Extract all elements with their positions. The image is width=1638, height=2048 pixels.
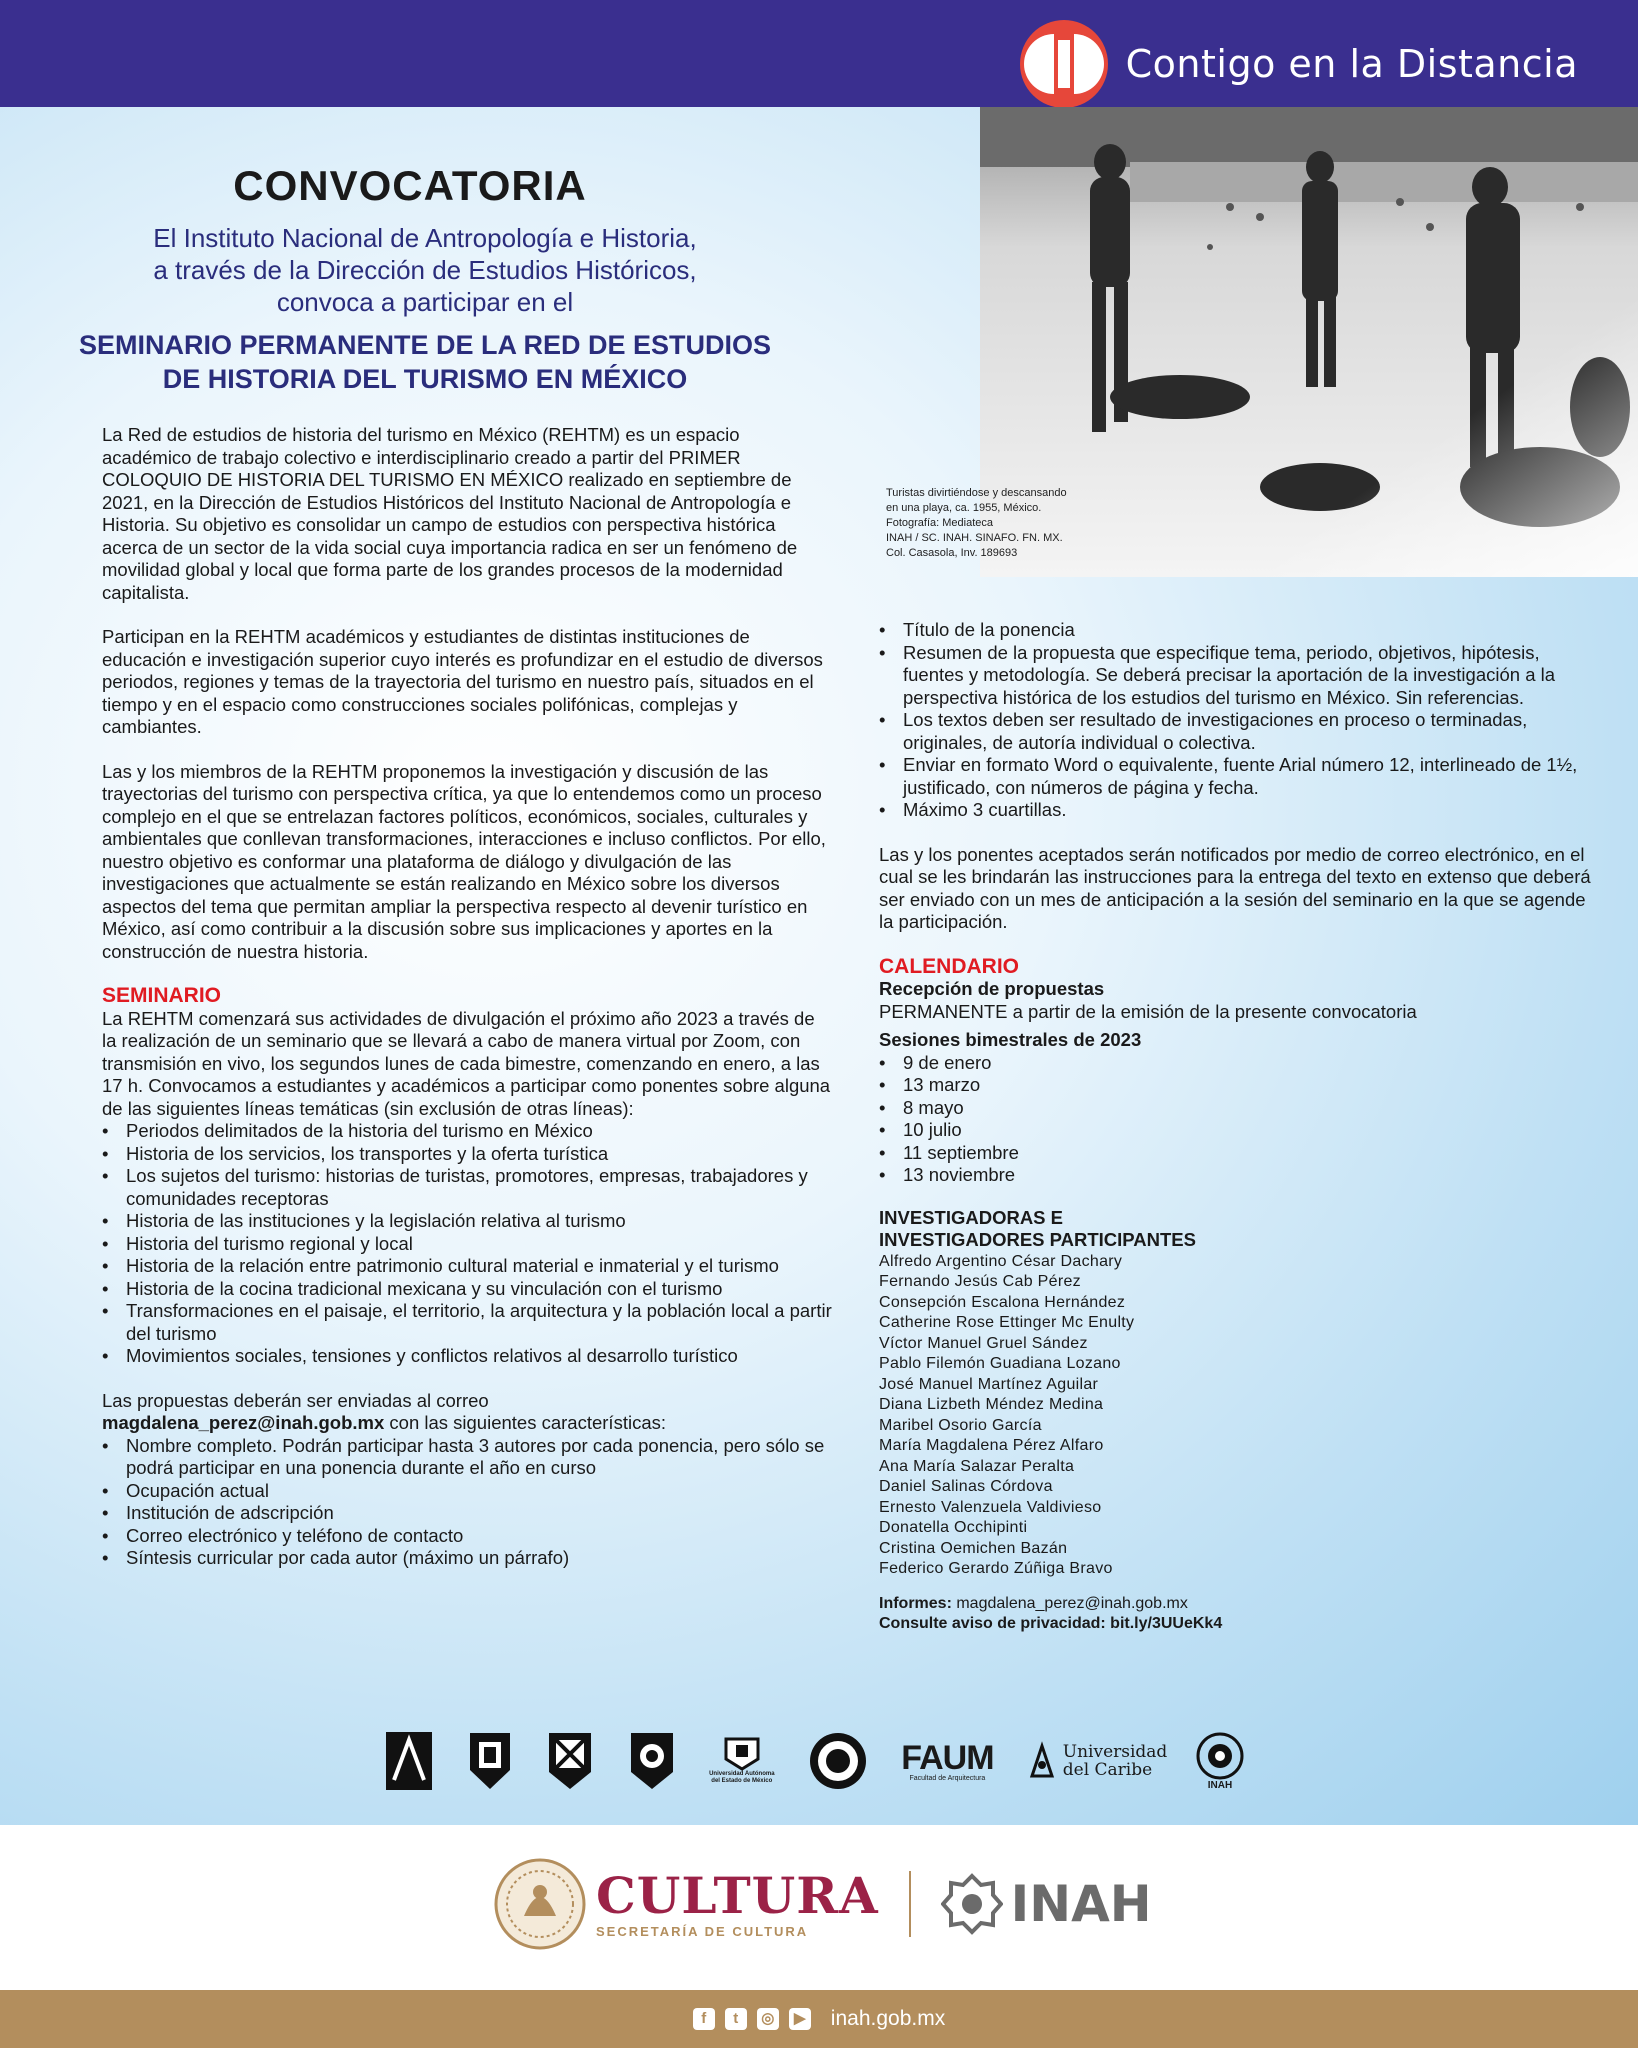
logo-divider [909, 1871, 911, 1937]
researcher-name: Donatella Occhipinti [879, 1519, 1028, 1536]
uaem-logo [709, 1730, 775, 1792]
seminario-text: La REHTM comenzará sus actividades de divulgación el próximo año 2023 a través de la realización de un seminario que se llevará a cabo de manera virtual por Zoom, con transmisión en vivo, los segundos lunes de cada bimestre, comenzando en enero, a las 17 h. Convocamos a estudiantes y académicos a participar como ponentes sobre alguna de las siguientes líneas temáticas (sin exclusión de otras líneas): [102, 1007, 831, 1119]
topic-item: • Periodos delimitados de la historia del turismo en México [102, 1120, 832, 1143]
caribe-text: Universidad del Caribe [1062, 1742, 1168, 1780]
seminar-title [60, 328, 790, 396]
researcher-name: Ernesto Valenzuela Valdivieso [879, 1498, 1102, 1516]
researcher-name: Pablo Filemón Guadiana Lozano [879, 1355, 1121, 1372]
caption-line: INAH / SC. INAH. SINAFO. FN. MX. [886, 532, 1063, 544]
researcher-name: Cristina Oemichen Bazán [879, 1539, 1068, 1557]
researcher-name: Maribel Osorio García [879, 1416, 1042, 1434]
intro-line: a través de la Dirección de Estudios Históricos, [153, 255, 697, 285]
researcher-name: Catherine Rose Ettinger Mc Enulty [879, 1314, 1135, 1331]
page-title: CONVOCATORIA [233, 162, 587, 209]
requirement-item: • Máximo 3 cuartillas. [879, 799, 1599, 822]
requirement-item: • Enviar en formato Word o equivalente, fuente Arial número 12, interlineado de 1½, justificado, con números de página y fecha. [879, 754, 1599, 799]
faum-text: FAUM [901, 1738, 994, 1777]
twitter-icon[interactable]: t [725, 2008, 747, 2030]
researchers-list [879, 1252, 1599, 1580]
uaem-label: Universidad Autónoma del Estado de México [709, 1771, 775, 1784]
requirement-item: • Ocupación actual [102, 1480, 832, 1503]
informes-label: Informes: [879, 1594, 952, 1612]
researchers-heading-2: INVESTIGADORES PARTICIPANTES [879, 1229, 1196, 1250]
researchers-heading-1: INVESTIGADORAS E [879, 1206, 1063, 1228]
caption-line: en una playa, ca. 1955, México. [886, 502, 1042, 514]
contigo-logo-icon [1018, 18, 1110, 110]
inah-wordmark: INAH [1010, 1875, 1152, 1933]
requirements-continued-list [879, 619, 1599, 822]
intro-line: El Instituto Nacional de Antropología e Historia, [153, 223, 697, 253]
session-date: • 13 noviembre [879, 1164, 1599, 1187]
seminar-title-line: SEMINARIO PERMANENTE DE LA RED DE ESTUDIOS [78, 330, 772, 360]
session-date: • 9 de enero [879, 1052, 1599, 1075]
institution-logo-1-icon [384, 1730, 434, 1792]
brand-text: Contigo en la Distancia [1125, 42, 1578, 86]
facebook-icon[interactable]: f [693, 2008, 715, 2030]
left-column [102, 424, 832, 1570]
seminar-title-line: DE HISTORIA DEL TURISMO EN MÉXICO [162, 364, 688, 394]
escudo-nacional-icon [494, 1858, 586, 1950]
privacy-link[interactable]: Consulte aviso de privacidad: bit.ly/3UUeKk4 [879, 1614, 1223, 1632]
photo-caption [886, 486, 1126, 561]
uaem-crest-icon [722, 1737, 762, 1771]
institution-shield-2-icon [467, 1730, 513, 1792]
topic-item: • Historia de la cocina tradicional mexicana y su vinculación con el turismo [102, 1278, 832, 1301]
researcher-name: Fernando Jesús Cab Pérez [879, 1273, 1081, 1290]
informes-line [879, 1594, 1599, 1614]
topics-list [102, 1120, 832, 1368]
calendar-heading: CALENDARIO [879, 954, 1019, 978]
intro-line: convoca a participar en el [276, 287, 574, 317]
inah-logo [941, 1873, 1152, 1935]
paragraph-objective: Las y los miembros de la REHTM proponemos la investigación y discusión de las trayectorias del turismo con perspectiva crítica, ya que lo entendemos como un proceso complejo en el que se entrelazan factores políticos, económicos, sociales, culturales y ambientales que conllevan transformaciones, interacciones e incluso conflictos. Por ello, nuestro objetivo es conformar una plataforma de diálogo y divulgación de las investigaciones que actualmente se están realizando en México sobre los diversos aspectos del tema que permitan ampliar la perspectiva respecto al devenir turístico en México, así como contribuir a la discusión sobre sus implicaciones y aportes en la construcción de nuestra historia. [102, 760, 826, 962]
faum-sub: Facultad de Arquitectura [909, 1774, 986, 1782]
brand [1018, 18, 1578, 110]
seminario-heading: SEMINARIO [102, 984, 222, 1007]
session-date: • 13 marzo [879, 1074, 1599, 1097]
requirement-item: • Resumen de la propuesta que especifique tema, periodo, objetivos, hipótesis, fuentes y metodología. Se deberá precisar la aportación de la investigación a la perspectiva histórica de los estudios del turismo en México. Sin referencias. [879, 642, 1599, 710]
top-banner [0, 0, 1638, 107]
youtube-icon[interactable]: ▶ [789, 2008, 811, 2030]
researcher-name: María Magdalena Pérez Alfaro [879, 1437, 1104, 1454]
institution-seal-6-icon [808, 1730, 868, 1792]
caribe-logo [1027, 1730, 1168, 1792]
reception-heading: Recepción de propuestas [879, 978, 1105, 999]
send-line [102, 1412, 832, 1435]
cultura-subtitle: SECRETARÍA DE CULTURA [596, 1923, 809, 1939]
topic-item: • Transformaciones en el paisaje, el territorio, la arquitectura y la población local a partir del turismo [102, 1300, 832, 1345]
researcher-name: Ana María Salazar Peralta [879, 1457, 1075, 1475]
cultura-text-block [596, 1865, 879, 1939]
researcher-name: Consepción Escalona Hernández [879, 1293, 1126, 1311]
researcher-name: Víctor Manuel Gruel Sández [879, 1334, 1088, 1352]
inah-small-logo [1196, 1730, 1244, 1792]
cultura-wordmark: CULTURA [596, 1865, 879, 1925]
requirement-item: • Institución de adscripción [102, 1502, 832, 1525]
cultura-inah-logos [494, 1858, 1152, 1950]
paragraph-participants: Participan en la REHTM académicos y estudiantes de distintas instituciones de educación e investigación superior cuyo interés es profundizar en el estudio de diversos periodos, regiones y temas de la trayectoria del turismo en nuestro país, situados en el tiempo y en el espacio como construcciones sociales polifónicas, complejas y cambiantes. [102, 626, 823, 737]
social-bar [0, 1990, 1638, 2048]
send-email-link[interactable]: magdalena_perez@inah.gob.mx [102, 1412, 385, 1433]
topic-item: • Historia de la relación entre patrimonio cultural material e inmaterial y el turismo [102, 1255, 832, 1278]
researcher-name: José Manuel Martínez Aguilar [879, 1375, 1099, 1393]
inah-small-text: INAH [1207, 1779, 1233, 1791]
requirement-item: • Síntesis curricular por cada autor (máximo un párrafo) [102, 1547, 832, 1570]
topic-item: • Historia de los servicios, los transportes y la oferta turística [102, 1143, 832, 1166]
requirement-item: • Nombre completo. Podrán participar hasta 3 autores por cada ponencia, pero sólo se podrá participar en una ponencia durante el año en curso [102, 1435, 832, 1480]
session-date: • 10 julio [879, 1119, 1599, 1142]
requirements-list [102, 1435, 832, 1570]
website-link[interactable]: inah.gob.mx [830, 2007, 946, 2030]
caption-line: Fotografía: Mediateca [886, 517, 994, 529]
right-column [879, 619, 1599, 1634]
topic-item: • Movimientos sociales, tensiones y conflictos relativos al desarrollo turístico [102, 1345, 832, 1368]
topic-item: • Historia de las instituciones y la legislación relativa al turismo [102, 1210, 832, 1233]
informes-email[interactable]: magdalena_perez@inah.gob.mx [951, 1594, 1188, 1612]
researcher-name: Federico Gerardo Zúñiga Bravo [879, 1560, 1113, 1577]
inah-emblem-icon [941, 1873, 1003, 1935]
faum-logo [901, 1730, 993, 1792]
instagram-icon[interactable]: ◎ [757, 2008, 779, 2030]
sessions-heading: Sesiones bimestrales de 2023 [879, 1029, 1142, 1050]
caption-line: Col. Casasola, Inv. 189693 [886, 547, 1018, 559]
caption-line: Turistas divirtiéndose y descansando [886, 487, 1067, 499]
session-date: • 8 mayo [879, 1097, 1599, 1120]
accepted-text: Las y los ponentes aceptados serán notificados por medio de correo electrónico, en el cual se les brindarán las instrucciones para la entrega del texto en extenso que deberá ser enviado con un mes de anticipación a la sesión del seminario en la que se agende la participación. [879, 843, 1591, 932]
send-suffix: con las siguientes características: [384, 1412, 667, 1433]
topic-item: • Los sujetos del turismo: historias de turistas, promotores, empresas, trabajadores y comunidades receptoras [102, 1165, 832, 1210]
reception-text: PERMANENTE a partir de la emisión de la presente convocatoria [879, 1000, 1417, 1022]
send-intro: Las propuestas deberán ser enviadas al correo [102, 1389, 489, 1411]
institution-shield-3-icon [546, 1730, 594, 1792]
requirement-item: • Los textos deben ser resultado de investigaciones en proceso o terminadas, originales, de autoría individual o colectiva. [879, 709, 1599, 754]
institution-shield-4-icon [628, 1730, 676, 1792]
partner-logos [384, 1726, 1244, 1796]
researcher-name: Diana Lizbeth Méndez Medina [879, 1396, 1104, 1413]
researcher-name: Alfredo Argentino César Dachary [879, 1252, 1123, 1270]
researcher-name: Daniel Salinas Córdova [879, 1478, 1053, 1495]
intro-text [80, 222, 770, 318]
sessions-list [879, 1052, 1599, 1187]
requirement-item: • Correo electrónico y teléfono de contacto [102, 1525, 832, 1548]
session-date: • 11 septiembre [879, 1142, 1599, 1165]
paragraph-rehtm: La Red de estudios de historia del turismo en México (REHTM) es un espacio académico de trabajo colectivo e interdisciplinario creado a partir del PRIMER COLOQUIO DE HISTORIA DEL TURISMO EN MÉXICO realizado en septiembre de 2021, en la Dirección de Estudios Históricos del Instituto Nacional de Antropología e Historia. Su objetivo es consolidar un campo de estudios con perspectiva histórica acerca de un sector de la vida social cuya importancia radica en ser un fenómeno de movilidad global y local que forma parte de los grandes procesos de la modernidad capitalista. [102, 424, 798, 603]
inah-seal-icon [1196, 1732, 1244, 1780]
requirement-item: • Título de la ponencia [879, 619, 1599, 642]
caribe-emblem-icon [1027, 1741, 1057, 1781]
topic-item: • Historia del turismo regional y local [102, 1233, 832, 1256]
